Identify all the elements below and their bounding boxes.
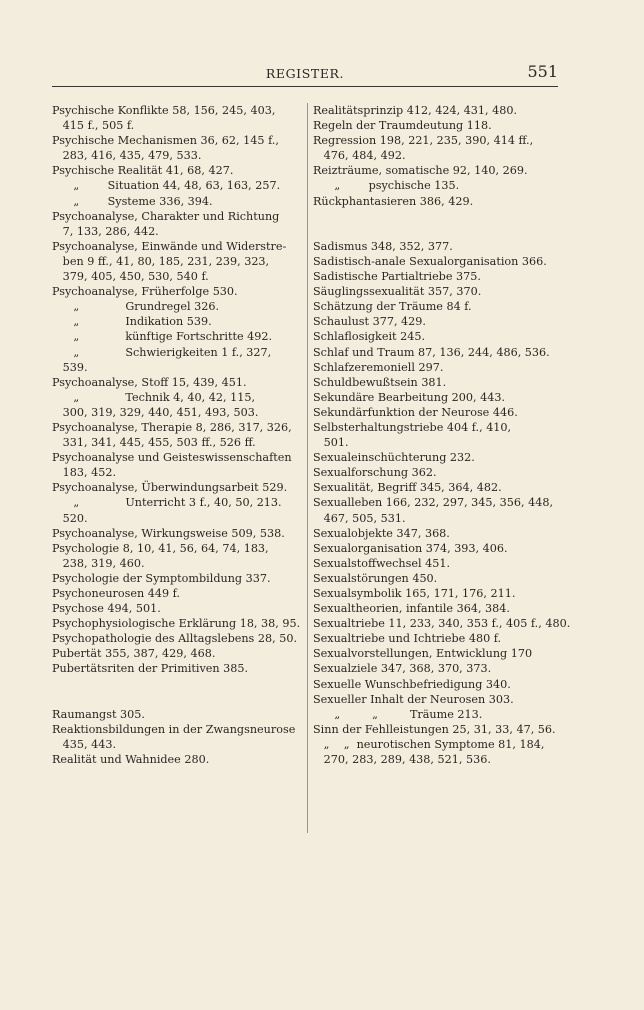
index-entry-line: Psychologie 8, 10, 41, 56, 64, 74, 183, — [52, 541, 269, 555]
index-entry-line: 520. — [52, 511, 88, 525]
index-entry-line: „ Unterricht 3 f., 40, 50, 213. — [52, 496, 282, 510]
index-entry-line: Sekundärfunktion der Neurose 446. — [313, 405, 518, 419]
section-gap — [313, 209, 561, 224]
index-entry-line: 435, 443. — [52, 737, 117, 751]
index-entry-line: Pubertät 355, 387, 429, 468. — [52, 647, 216, 661]
index-entry-line: „ Indikation 539. — [52, 315, 212, 329]
index-entry-line: Sexualleben 166, 232, 297, 345, 356, 448, — [313, 496, 554, 510]
index-entry-line: Psychoanalyse und Geisteswissenschaften — [52, 451, 292, 465]
index-entry-line: 539. — [52, 360, 88, 374]
index-entry-line: Sexualziele 347, 368, 370, 373. — [313, 662, 492, 676]
section-gap — [52, 692, 302, 707]
index-entry-line: Säuglingssexualität 357, 370. — [313, 285, 482, 299]
index-entry-line: Regeln der Traumdeutung 118. — [313, 119, 492, 133]
index-entry-line: „ psychische 135. — [313, 179, 460, 193]
index-entry-line: 183, 452. — [52, 466, 117, 480]
index-entry-line: Selbsterhaltungstriebe 404 f., 410, — [313, 420, 512, 434]
index-entry-line: „ Technik 4, 40, 42, 115, — [52, 390, 256, 404]
index-entry-line: „ Systeme 336, 394. — [52, 194, 213, 208]
index-entry-line: „ „ neurotischen Symptome 81, 184, — [313, 737, 545, 751]
index-entry-line: 501. — [313, 436, 349, 450]
index-entry-line: „ Grundregel 326. — [52, 300, 220, 314]
index-entry-line: Realität und Wahnidee 280. — [52, 753, 210, 767]
index-entry-line: Sekundäre Bearbeitung 200, 443. — [313, 390, 506, 404]
index-entry-line: Sadistisch-anale Sexualorganisation 366. — [313, 254, 547, 268]
index-entry-line: 283, 416, 435, 479, 533. — [52, 149, 202, 163]
index-entry-line: Psychische Mechanismen 36, 62, 145 f., — [52, 134, 279, 148]
index-entry-line: Rückphantasieren 386, 429. — [313, 194, 474, 208]
index-entry-line: Sinn der Fehlleistungen 25, 31, 33, 47, 56. — [313, 722, 556, 736]
index-entry-line: 467, 505, 531. — [313, 511, 406, 525]
page-number: 551 — [527, 62, 558, 81]
index-entry-line: ben 9 ff., 41, 80, 185, 231, 239, 323, — [52, 254, 270, 268]
index-entry-line: Sexualität, Begriff 345, 364, 482. — [313, 481, 502, 495]
running-title: REGISTER. — [265, 66, 345, 81]
index-entry-line: 7, 133, 286, 442. — [52, 224, 159, 238]
index-entry-line: 476, 484, 492. — [313, 149, 406, 163]
index-entry-line: Sexueller Inhalt der Neurosen 303. — [313, 692, 514, 706]
index-entry-line: Psychische Konflikte 58, 156, 245, 403, — [52, 104, 276, 117]
index-column-left — [52, 103, 302, 767]
index-entry-line: 300, 319, 329, 440, 451, 493, 503. — [52, 405, 259, 419]
index-entry-line: 331, 341, 445, 455, 503 ff., 526 ff. — [52, 436, 256, 450]
index-entry-line: „ künftige Fortschritte 492. — [52, 330, 273, 344]
index-entry-line: Reaktionsbildungen in der Zwangsneurose — [52, 722, 296, 736]
index-entry-line: Psychoanalyse, Stoff 15, 439, 451. — [52, 375, 247, 389]
index-entry-line: Psychoanalyse, Wirkungsweise 509, 538. — [52, 526, 285, 540]
index-entry-line: Pubertätsriten der Primitiven 385. — [52, 662, 249, 676]
index-entry-line: Psychoanalyse, Einwände und Widerstre- — [52, 239, 287, 253]
index-entry-line: Sexualtriebe 11, 233, 340, 353 f., 405 f., 480. — [313, 617, 571, 631]
index-entry-line: „ „ Träume 213. — [313, 707, 483, 721]
index-entry-line: Sexualeinschüchterung 232. — [313, 451, 475, 465]
index-entry-line: Sexualorganisation 374, 393, 406. — [313, 541, 508, 555]
header-rule — [52, 86, 558, 87]
index-entry-line: Psychopathologie des Alltagslebens 28, 50. — [52, 632, 297, 646]
index-entry-line: 238, 319, 460. — [52, 556, 145, 570]
index-entry-line: Schlaflosigkeit 245. — [313, 330, 426, 344]
index-entry-line: Psychoanalyse, Überwindungsarbeit 529. — [52, 481, 288, 495]
index-entry-line: Sexualtheorien, infantile 364, 384. — [313, 602, 510, 616]
index-entry-line: Sadistische Partialtriebe 375. — [313, 270, 481, 284]
index-entry-line: Psychoanalyse, Charakter und Richtung — [52, 209, 280, 223]
index-entry-line: Sexualsymbolik 165, 171, 176, 211. — [313, 587, 516, 600]
index-entry-line: Sexuelle Wunschbefriedigung 340. — [313, 677, 511, 691]
index-entry-line: „ Schwierigkeiten 1 f., 327, — [52, 345, 272, 359]
index-entry-line: Psychoanalyse, Früherfolge 530. — [52, 285, 238, 299]
index-entry-line: Sexualstörungen 450. — [313, 571, 438, 585]
index-entry-line: Psychose 494, 501. — [52, 602, 161, 616]
index-entry-line: Schaulust 377, 429. — [313, 315, 426, 329]
index-entry-line: Schlaf und Traum 87, 136, 244, 486, 536. — [313, 345, 550, 359]
index-entry-line: Psychische Realität 41, 68, 427. — [52, 164, 234, 178]
index-entry-line: Sexualobjekte 347, 368. — [313, 526, 450, 540]
index-entry-line: Sadismus 348, 352, 377. — [313, 239, 453, 253]
index-entry-line: Sexualforschung 362. — [313, 466, 437, 480]
index-entry-line: Sexualtriebe und Ichtriebe 480 f. — [313, 632, 502, 646]
index-entry-line: Raumangst 305. — [52, 707, 145, 721]
index-entry-line: Schätzung der Träume 84 f. — [313, 300, 472, 314]
index-entry-line: Reizträume, somatische 92, 140, 269. — [313, 164, 528, 178]
index-entry-line: Schuldbewußtsein 381. — [313, 375, 447, 389]
index-entry-line: 415 f., 505 f. — [52, 119, 135, 133]
index-entry-line: Sexualstoffwechsel 451. — [313, 556, 451, 570]
index-entry-line: 379, 405, 450, 530, 540 f. — [52, 270, 209, 284]
index-entry-line: 270, 283, 289, 438, 521, 536. — [313, 753, 491, 767]
index-entry-line: Regression 198, 221, 235, 390, 414 ff., — [313, 134, 534, 148]
section-gap — [52, 677, 302, 692]
column-divider — [307, 103, 308, 833]
index-column-right — [313, 103, 571, 767]
index-entry-line: „ Situation 44, 48, 63, 163, 257. — [52, 179, 281, 193]
section-gap — [313, 224, 561, 239]
index-entry-line: Psychoneurosen 449 f. — [52, 587, 180, 600]
index-entry-line: Psychologie der Symptombildung 337. — [52, 571, 271, 585]
index-entry-line: Realitätsprinzip 412, 424, 431, 480. — [313, 104, 518, 117]
page-header — [52, 64, 558, 84]
index-entry-line: Psychophysiologische Erklärung 18, 38, 95. — [52, 617, 301, 631]
index-entry-line: Sexualvorstellungen, Entwicklung 170 — [313, 647, 533, 661]
index-entry-line: Schlafzeremoniell 297. — [313, 360, 444, 374]
index-entry-line: Psychoanalyse, Therapie 8, 286, 317, 326, — [52, 420, 292, 434]
